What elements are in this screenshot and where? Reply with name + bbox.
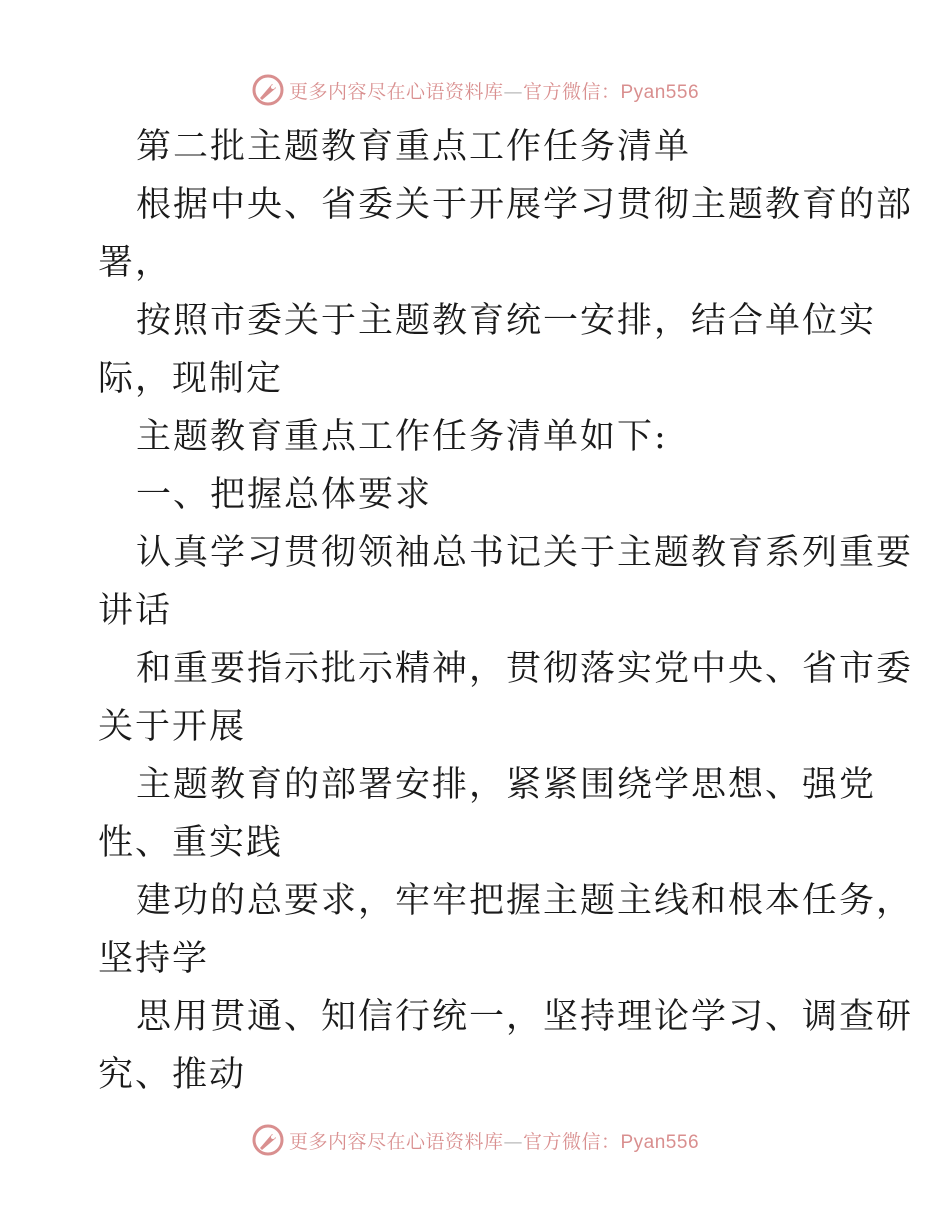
paragraph-line: 坚持学 (98, 939, 210, 979)
watermark-text (289, 1127, 699, 1154)
header-watermark (0, 70, 950, 110)
paragraph-line: 主题教育的部署安排，紧紧围绕学思想、强党 (136, 765, 877, 805)
document-body (98, 118, 914, 1104)
paragraph-line: 按照市委关于主题教育统一安排，结合单位实 (136, 301, 877, 341)
paragraph-line: 建功的总要求，牢牢把握主题主线和根本任务， (136, 881, 914, 921)
paragraph-line: 讲话 (98, 591, 173, 631)
watermark-wechat-label: 官方微信： (522, 80, 621, 103)
watermark-text (289, 77, 699, 104)
paragraph-line: 际，现制定 (98, 359, 284, 399)
watermark-main-text: 更多内容尽在心语资料库 (288, 80, 504, 103)
footer-watermark (0, 1120, 950, 1160)
paragraph-line: 和重要指示批示精神，贯彻落实党中央、省市委 (136, 649, 914, 689)
watermark-separator: — (503, 80, 523, 103)
paragraph-line: 根据中央、省委关于开展学习贯彻主题教育的部 (136, 185, 914, 225)
watermark-wechat-id: Pyan556 (620, 1131, 700, 1153)
watermark-separator: — (503, 1130, 523, 1153)
paragraph-line: 关于开展 (98, 707, 247, 747)
paragraph-line: 思用贯通、知信行统一，坚持理论学习、调查研 (136, 997, 914, 1037)
watermark-wechat-label: 官方微信： (522, 1130, 621, 1153)
paragraph-line: 究、推动 (98, 1055, 247, 1095)
paragraph-line: 认真学习贯彻领袖总书记关于主题教育系列重要 (136, 533, 914, 573)
watermark-main-text: 更多内容尽在心语资料库 (288, 1130, 504, 1153)
watermark-wechat-id: Pyan556 (620, 81, 700, 103)
paragraph-line: 主题教育重点工作任务清单如下: (136, 417, 668, 457)
paragraph-line: 署， (98, 243, 173, 283)
pen-nib-logo-icon (251, 73, 285, 107)
section-heading: 一、把握总体要求 (136, 475, 433, 515)
pen-nib-logo-icon (251, 1123, 285, 1157)
paragraph-line: 性、重实践 (98, 823, 284, 863)
document-title: 第二批主题教育重点工作任务清单 (136, 127, 692, 167)
